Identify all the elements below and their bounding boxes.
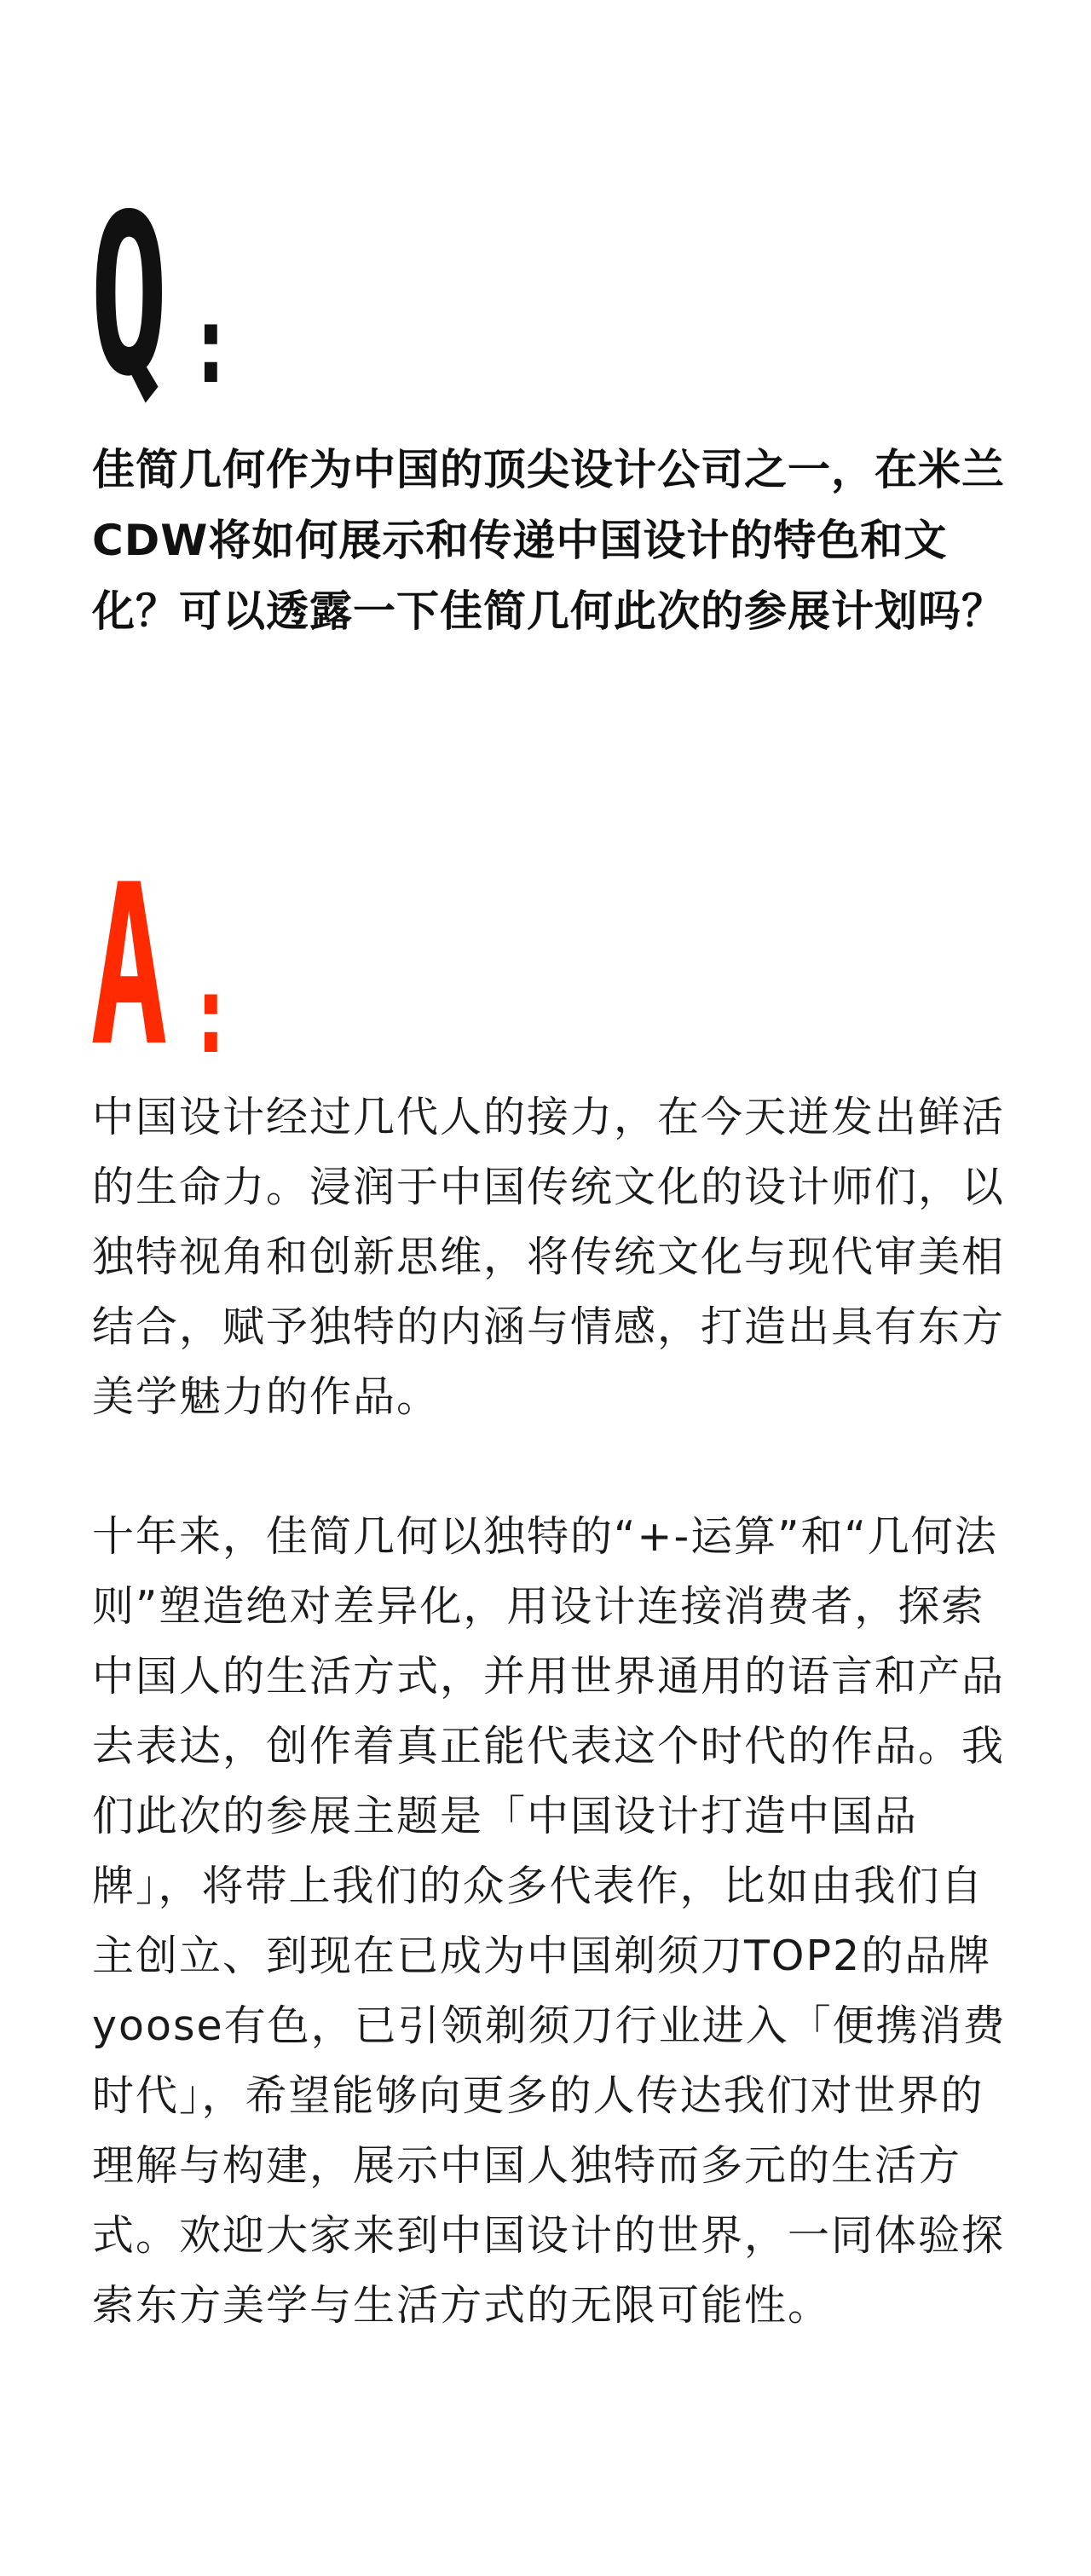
- answer-body: [92, 1083, 1013, 2341]
- question-text: 佳简几何作为中国的顶尖设计公司之一，在米兰CDW将如何展示和传递中国设计的特色和文化？可以透露一下佳简几何此次的参展计划吗？: [92, 445, 1005, 636]
- answer-marker: [90, 838, 254, 1095]
- question-marker-letter: Q: [90, 168, 168, 425]
- answer-marker-letter: A: [90, 838, 168, 1095]
- answer-marker-colon: :: [188, 949, 234, 1078]
- answer-paragraph: 十年来，佳简几何以独特的“+-运算”和“几何法则”塑造绝对差异化，用设计连接消费者，探索中国人的生活方式，并用世界通用的语言和产品去表达，创作着真正能代表这个时代的作品。我们此次的参展主题是「中国设计打造中国品牌」，将带上我们的众多代表作，比如由我们自主创立、到现在已成为中国剃须刀TOP2的品牌yoose有色，已引领剃须刀行业进入「便携消费时代」，希望能够向更多的人传达我们对世界的理解与构建，展示中国人独特而多元的生活方式。欢迎大家来到中国设计的世界，一同体验探索东方美学与生活方式的无限可能性。: [92, 1512, 1007, 2330]
- question-marker-colon: :: [188, 279, 234, 408]
- question-marker: [90, 168, 254, 425]
- answer-paragraph: 中国设计经过几代人的接力，在今天迸发出鲜活的生命力。浸润于中国传统文化的设计师们，以独特视角和创新思维，将传统文化与现代审美相结合，赋予独特的内涵与情感，打造出具有东方美学魅力的作品。: [92, 1093, 1006, 1421]
